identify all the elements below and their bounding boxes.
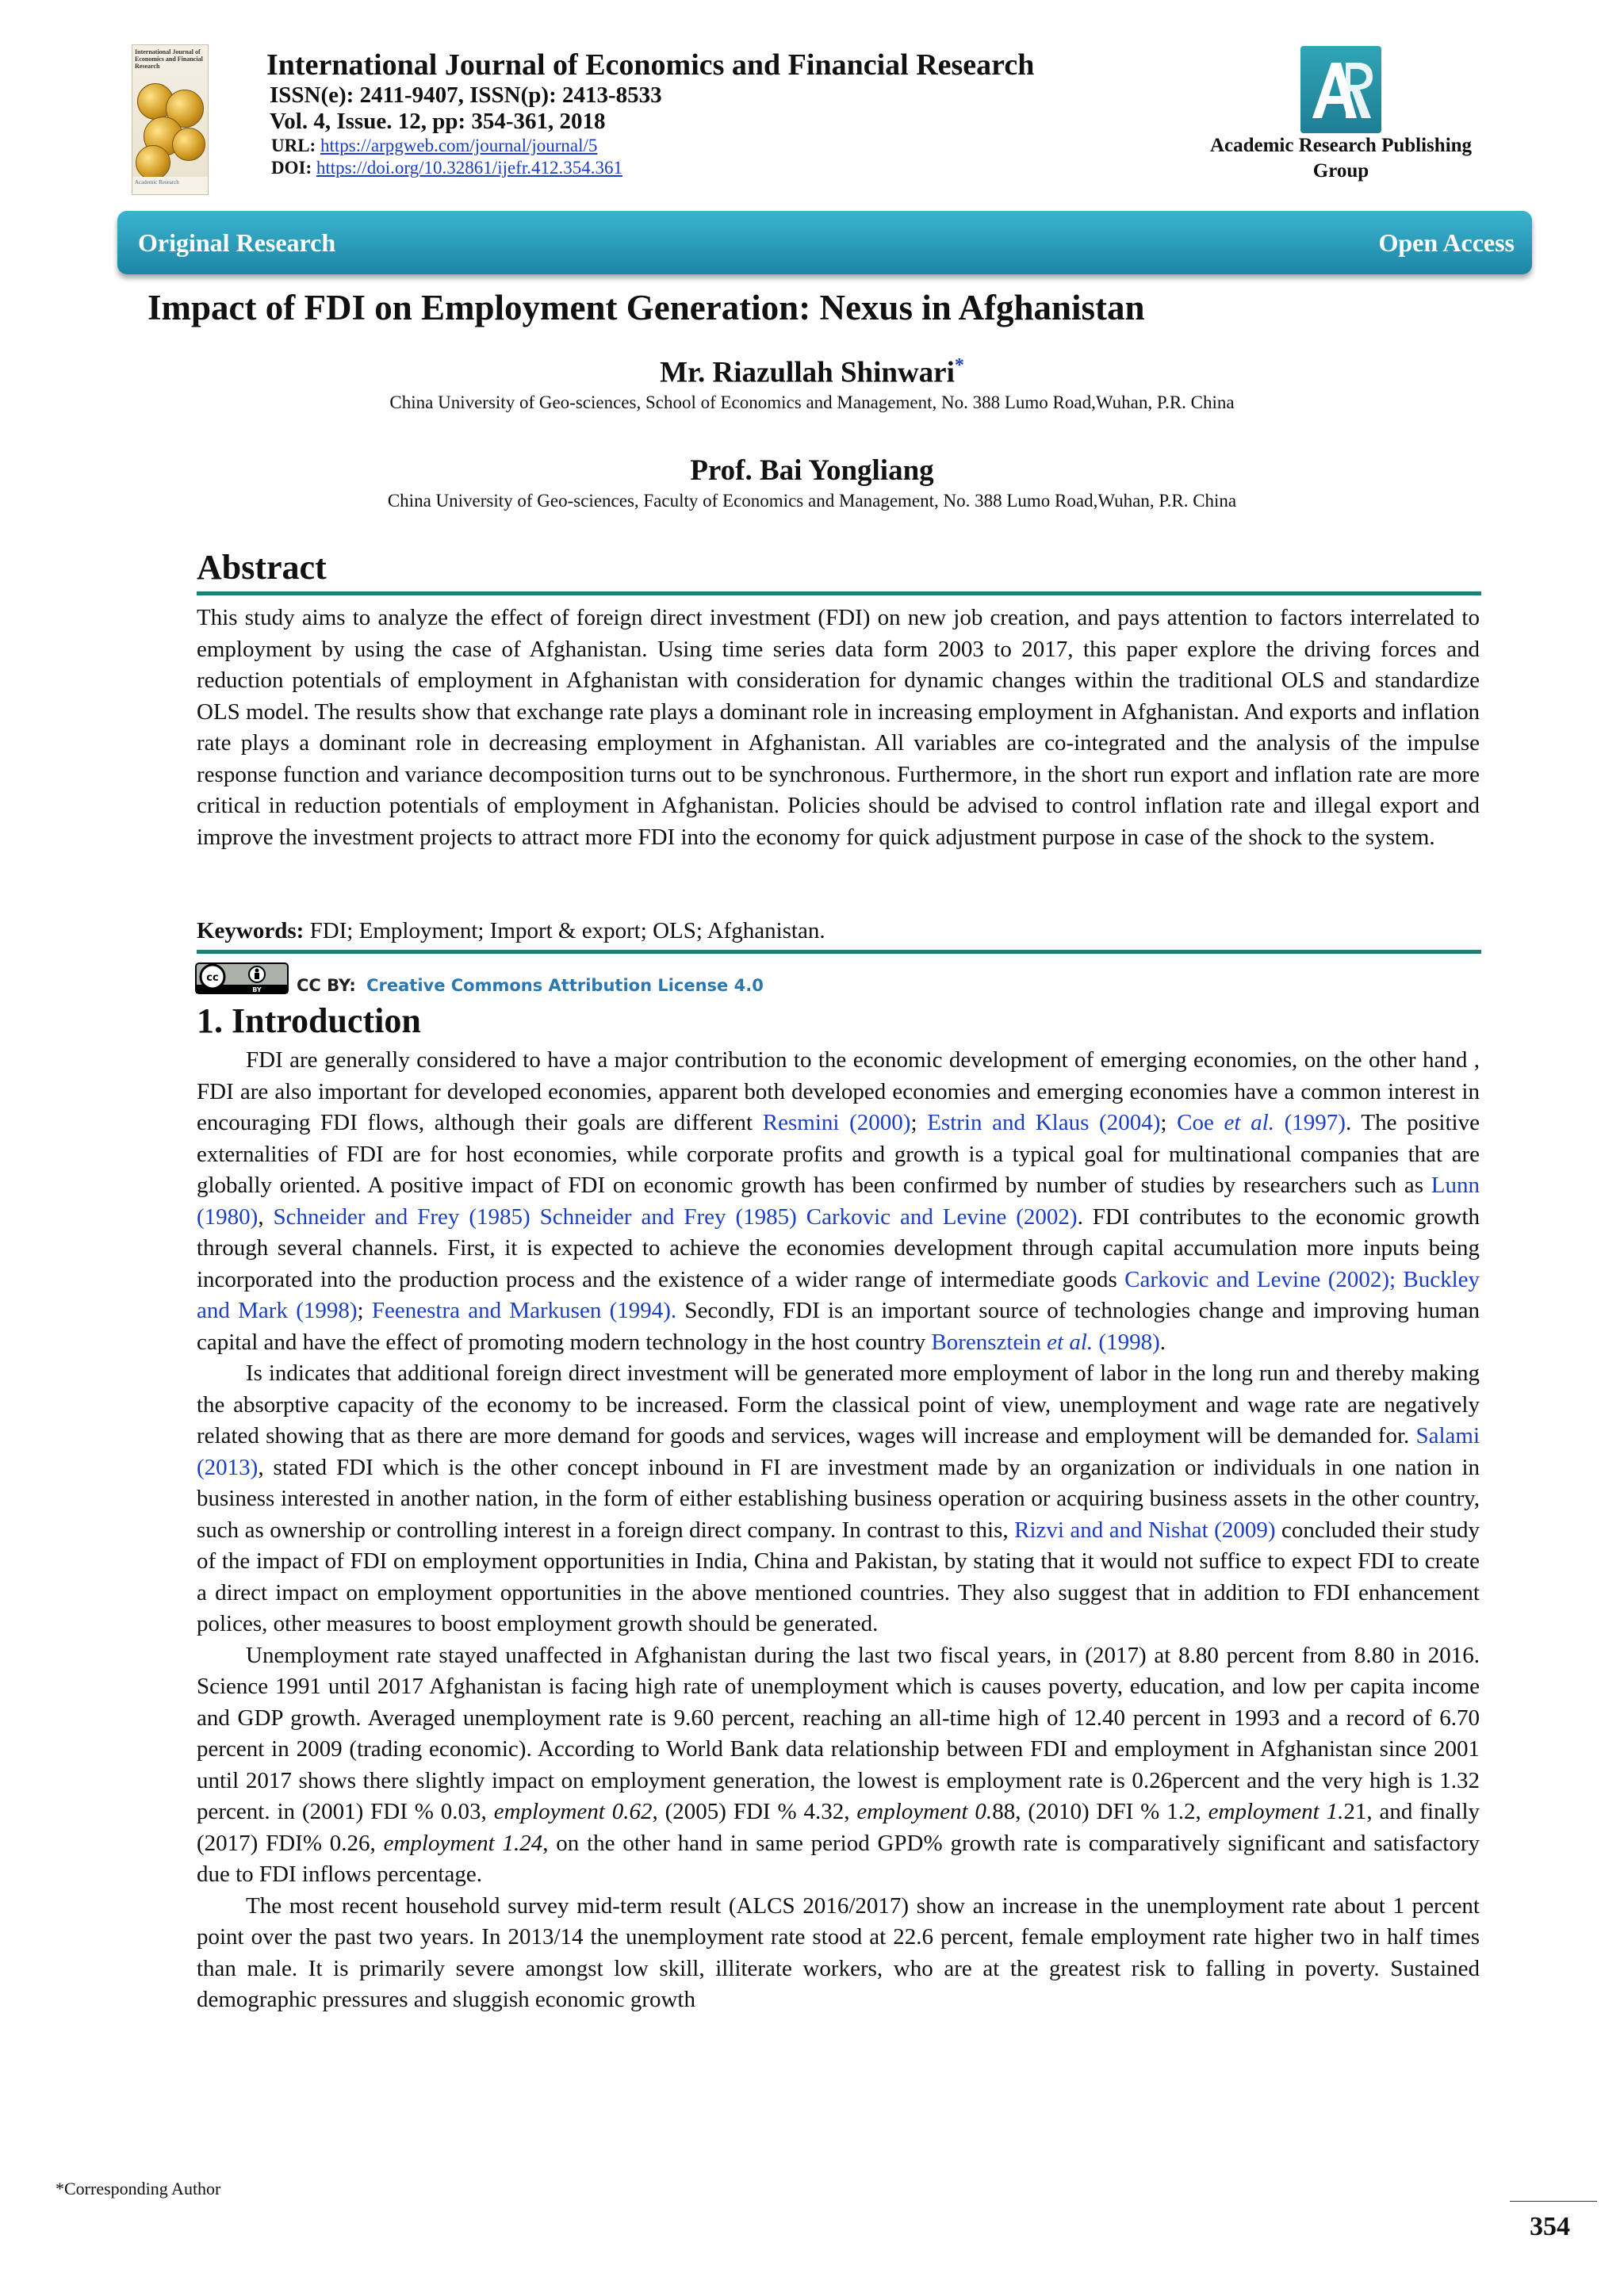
- keywords-label: Keywords:: [197, 918, 304, 943]
- svg-text:cc: cc: [206, 972, 219, 984]
- article-title: Impact of FDI on Employment Generation: Nexus in Afghanistan: [147, 288, 1145, 327]
- journal-doi-line: [271, 157, 1178, 179]
- intro-paragraph-4: The most recent household survey mid-term result (ALCS 2016/2017) show an increase in the unemployment rate about 1 percent point over the past two years. In 2013/14 the unemployment rate stood at 22.6 percent, female employment rate higher two in half times than male. It is primarily severe amongst low skill, illiterate workers, who are at the greatest risk to falling in poverty. Sustained demographic pressures and sluggish economic growth: [197, 1892, 1480, 2012]
- page-number: 354: [1530, 2212, 1570, 2241]
- citation-link[interactable]: Borensztein et al. (1998): [931, 1329, 1160, 1355]
- license-line: [297, 976, 764, 995]
- citation-link[interactable]: Estrin and Klaus (2004): [927, 1110, 1161, 1135]
- citation-link[interactable]: Schneider and Frey (1985) Schneider and Frey (1985) Carkovic and Levine (2002): [273, 1203, 1078, 1230]
- abstract-text: [197, 603, 1480, 853]
- publisher-line2: Group: [1312, 160, 1369, 182]
- abstract-bottom-rule: [197, 950, 1481, 954]
- intro-paragraph-2: Is indicates that additional foreign direct investment will be generated more employment of labor in the long run and thereby making the absorptive capacity of the economy to be increased. Form the classical point of view, unemployment and wage rate are negatively related showing that as there are more demand for goods and services, wages will increase and employment will be demanded for. Salami (2013), stated FDI which is the other concept inbound in FI are investment made by an organization or individuals in one nation in business interested in another nation, in the form of either establishing business operation or acquiring business assets in the other country, such as ownership or controlling interest in a foreign direct company. In contrast to this, Rizvi and and Nishat (2009) concluded their study of the impact of FDI on employment opportunities in India, China and Pakistan, by stating that it would not suffice to expect FDI to create a direct impact on employment opportunities in the above mentioned countries. They also suggest that in addition to FDI enhancement polices, other measures to boost employment growth should be generated.: [197, 1360, 1480, 1636]
- coin: [136, 145, 170, 180]
- publisher-line1: Academic Research Publishing: [1209, 135, 1473, 156]
- citation-link[interactable]: Lunn (1980): [197, 1173, 1480, 1230]
- citation-link[interactable]: Carkovic and Levine (2002); Buckley and Mark (1998): [197, 1266, 1480, 1323]
- abstract-top-rule: [197, 591, 1481, 595]
- journal-name: International Journal of Economics and Financial Research: [266, 48, 1035, 82]
- author-name: Mr. Riazullah Shinwari*: [660, 355, 964, 389]
- journal-volume: Vol. 4, Issue. 12, pp: 354-361, 2018: [270, 109, 606, 134]
- citation-link[interactable]: Feenestra and Markusen (1994).: [371, 1298, 677, 1323]
- introduction-body: [197, 1045, 1480, 2016]
- citation-link[interactable]: Coe et al. (1997): [1177, 1110, 1346, 1135]
- journal-issn: ISSN(e): 2411-9407, ISSN(p): 2413-8533: [270, 82, 662, 108]
- license-label: CC BY:: [297, 976, 356, 995]
- author-affiliation: China University of Geo-sciences, School of Economics and Management, No. 388 Lumo Road,Wuhan, P.R. China: [389, 392, 1235, 413]
- citation-link[interactable]: Rizvi and and Nishat (2009): [1014, 1517, 1276, 1543]
- intro-paragraph-3: Unemployment rate stayed unaffected in Afghanistan during the last two fiscal years, in (2017) at 8.80 percent from 8.80 in 2016. Science 1991 until 2017 Afghanistan is facing high rate of unemployment which is causes poverty, education, and low per capita income and GDP growth. Averaged unemployment rate is 9.60 percent, reaching an all-time high of 12.40 percent in 1993 and a record of 6.70 percent in 2009 (trading economic). According to World Bank data relationship between FDI and employment in Afghanistan since 2001 until 2017 shows there slightly impact on employment generation, the lowest is employment rate is 0.26percent and the very high is 1.32 percent. in (2001) FDI % 0.03, employment 0.62, (2005) FDI % 4.32, employment 0.88, (2010) DFI % 1.2, employment 1.21, and finally (2017) FDI% 0.26, employment 1.24, on the other hand in same period GPD% growth rate is comparatively significant and satisfactory due to FDI inflows percentage.: [197, 1642, 1480, 1887]
- article-type-banner: [117, 211, 1532, 274]
- intro-paragraph-1: FDI are generally considered to have a major contribution to the economic development of emerging economies, on the other hand , FDI are also important for developed economies, apparent both developed economies and emerging economies have a common interest in encouraging FDI flows, although their goals are different Resmini (2000); Estrin and Klaus (2004); Coe et al. (1997). The positive externalities of FDI are for host economies, while corporate profits and growth is a typical goal for multinational companies that are globally oriented. A positive impact of FDI on economic growth has been confirmed by number of studies by researchers such as Lunn (1980), Schneider and Frey (1985) Schneider and Frey (1985) Carkovic and Levine (2002). FDI contributes to the economic growth through several channels. First, it is expected to achieve the economies development through capital accumulation more inputs being incorporated into the production process and the existence of a wider range of intermediate goods Carkovic and Levine (2002); Buckley and Mark (1998); Feenestra and Markusen (1994). Secondly, FDI is an important source of technologies change and improving human capital and have the effect of promoting modern technology in the host country Borensztein et al. (1998).: [197, 1047, 1480, 1355]
- author-block-2: [0, 453, 1624, 511]
- cover-footer: Academic Research: [132, 177, 208, 194]
- publisher-logo-icon: [1304, 52, 1377, 128]
- journal-doi-link[interactable]: https://doi.org/10.32861/ijefr.412.354.361: [316, 158, 622, 178]
- cc-by-icon[interactable]: [195, 962, 289, 994]
- journal-cover-image: [132, 44, 209, 195]
- banner-open-access: Open Access: [1378, 228, 1515, 257]
- corresponding-author-footnote: *Corresponding Author: [56, 2179, 221, 2198]
- publisher-logo: [1300, 46, 1381, 133]
- page-number-rule: [1510, 2201, 1597, 2202]
- author-name: Prof. Bai Yongliang: [690, 454, 934, 487]
- corresponding-mark[interactable]: *: [954, 355, 964, 376]
- svg-text:BY: BY: [252, 986, 262, 993]
- doi-label: DOI:: [271, 158, 312, 178]
- journal-url-line: [271, 135, 1178, 157]
- citation-link[interactable]: Salami (2013): [197, 1423, 1480, 1480]
- banner-original-research: Original Research: [138, 228, 336, 257]
- journal-header: [266, 48, 1178, 179]
- license-link[interactable]: Creative Commons Attribution License 4.0: [366, 976, 764, 995]
- author-block-1: [0, 355, 1624, 413]
- keywords-value: FDI; Employment; Import & export; OLS; Afghanistan.: [309, 918, 825, 943]
- url-label: URL:: [271, 136, 316, 155]
- introduction-heading: 1. Introduction: [197, 1001, 421, 1040]
- coin: [172, 128, 205, 161]
- cover-title: International Journal of Economics and Financial Research: [135, 48, 203, 70]
- abstract-heading: Abstract: [197, 548, 327, 587]
- publisher-name: [1182, 133, 1500, 184]
- journal-url-link[interactable]: https://arpgweb.com/journal/journal/5: [320, 136, 598, 155]
- author-affiliation: China University of Geo-sciences, Faculty of Economics and Management, No. 388 Lumo Road,Wuhan, P.R. China: [387, 491, 1237, 511]
- citation-link[interactable]: Resmini (2000): [762, 1110, 911, 1135]
- keywords-line: [197, 918, 825, 944]
- abstract-paragraph: This study aims to analyze the effect of foreign direct investment (FDI) on new job creation, and pays attention to factors interrelated to employment by using the case of Afghanistan. Using time series data form 2003 to 2017, this paper explore the driving forces and reduction potentials of employment in Afghanistan with consideration for dynamic changes within the traditional OLS and standardize OLS model. The results show that exchange rate plays a dominant role in increasing employment in Afghanistan. And exports and inflation rate plays a dominant role in decreasing employment in Afghanistan. All variables are co-integrated and the analysis of the impulse response function and variance decomposition turns out to be synchronous. Furthermore, in the short run export and inflation rate are more critical in reduction potentials of employment in Afghanistan. Policies should be advised to control inflation rate and illegal export and improve the investment projects to attract more FDI into the economy for quick adjustment purpose in case of the shock to the system.: [197, 605, 1480, 850]
